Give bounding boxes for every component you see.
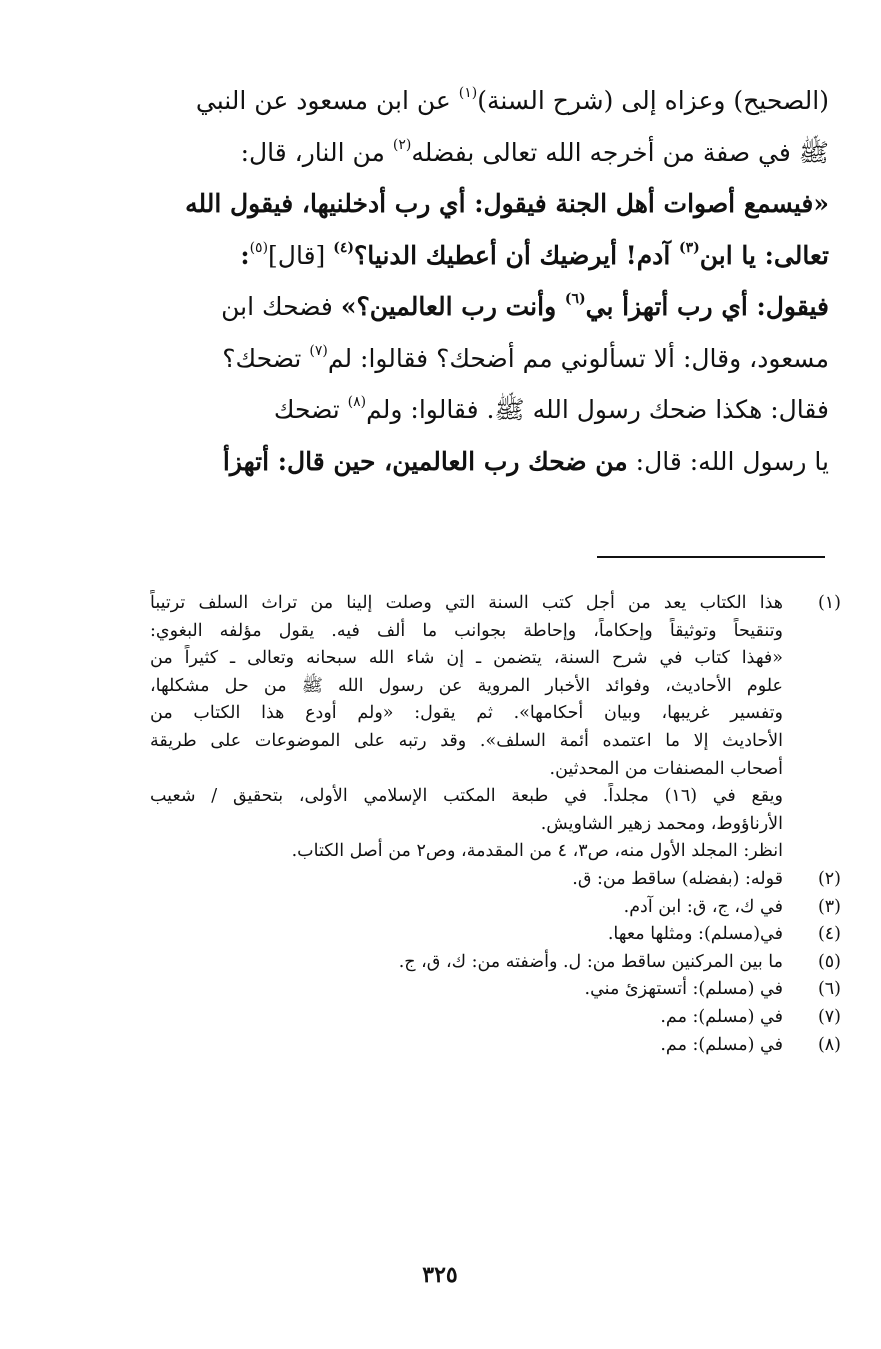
footnote-line: الأحاديث إلا ما اعتمده أئمة السلف». وقد رتبه على الموضوعات على طريقة <box>150 730 783 751</box>
text-run: وأنت رب العالمين؟» <box>340 292 565 321</box>
text-run: من ضحك رب العالمين، حين قال: أتهزأ <box>222 446 628 476</box>
footnote-text <box>150 1004 783 1032</box>
footnote-item <box>150 976 841 1004</box>
text-run: يا رسول الله: قال: <box>627 446 829 476</box>
footnote-text <box>150 894 783 922</box>
footnote-line: «فهذا كتاب في شرح السنة، يتضمن ـ إن شاء الله سبحانه وتعالى ـ كثيراً من <box>150 648 783 669</box>
footnote-item <box>150 949 841 977</box>
footnote-line: في (مسلم): أتستهزئ مني. <box>584 979 783 1000</box>
footnote-item <box>150 590 841 866</box>
text-run: آدم! أيرضيك أن أعطيك الدنيا؟ <box>354 240 679 270</box>
footnote-ref: (١) <box>458 85 478 101</box>
footnote-text <box>150 1032 783 1060</box>
footnote-line: قوله: (بفضله) ساقط من: ق. <box>572 868 783 889</box>
footnote-number: (٨) <box>817 1034 841 1055</box>
main-text-line <box>150 178 829 230</box>
text-run: تعالى: يا ابن <box>699 240 829 270</box>
text-run: فقال: هكذا ضحك رسول الله ﷺ. فقالوا: ولم <box>366 395 829 424</box>
page-number: ٣٢٥ <box>422 1262 458 1288</box>
text-run: : <box>240 240 250 270</box>
footnote-ref: (٦) <box>564 291 586 307</box>
footnote-text <box>150 866 783 894</box>
footnote-item <box>150 866 841 894</box>
footnote-item <box>150 1004 841 1032</box>
footnote-line: ما بين المركنين ساقط من: ل. وأضفته من: ك، ق، ج. <box>398 951 783 972</box>
footnote-ref: (٢) <box>392 136 412 153</box>
text-run: من النار، قال: <box>240 137 393 167</box>
main-text-line <box>150 281 829 333</box>
footnote-text <box>150 976 783 1004</box>
footnote-text <box>150 921 783 949</box>
footnote-line: في(مسلم): ومثلها معها. <box>607 924 783 945</box>
footnote-number: (٢) <box>817 868 841 889</box>
footnote-line: الأرناؤوط، ومحمد زهير الشاويش. <box>540 813 783 834</box>
footnote-line: علوم الأحاديث، وفوائد الأخبار المروية عن رسول الله ﷺ من حل مشكلها، <box>150 675 783 696</box>
text-run: فيقول: أي رب أتهزأ بي <box>585 292 829 321</box>
footnotes-section <box>150 590 841 1059</box>
footnote-ref: (٤) <box>333 239 355 256</box>
footnote-line: هذا الكتاب يعد من أجل كتب السنة التي وصلت إلينا من تراث السلف ترتيباً <box>150 593 783 613</box>
footnote-number: (٧) <box>817 1006 841 1027</box>
footnote-text <box>150 590 783 866</box>
footnote-line: وتنقيحاً وتوثيقاً وإحكاماً، وإحاطة بجوانب ما ألف فيه. يقول مؤلفه البغوي: <box>150 620 783 641</box>
text-run: فضحك ابن <box>221 292 341 321</box>
text-run: [قال] <box>268 240 334 270</box>
footnote-ref: (٧) <box>309 342 328 359</box>
footnote-line: ويقع في (١٦) مجلداً. في طبعة المكتب الإسلامي الأولى، بتحقيق / شعيب <box>150 786 783 807</box>
footnote-number: (٣) <box>817 896 841 917</box>
footnote-item <box>150 1032 841 1060</box>
text-run: تضحك؟ <box>222 343 310 373</box>
footnote-line: في (مسلم): مم. <box>660 1006 783 1027</box>
main-text-line <box>150 75 829 127</box>
footnote-line: وتفسير غريبها، وبيان أحكامها». ثم يقول: «ولم أودع هذا الكتاب من <box>150 703 783 724</box>
main-text-line <box>150 127 829 179</box>
text-run: (الصحيح) وعزاه إلى (شرح السنة) <box>477 86 829 115</box>
main-text-line <box>150 384 829 436</box>
text-run: تضحك <box>273 395 348 424</box>
text-run: ﷺ في صفة من أخرجه الله تعالى بفضله <box>411 137 829 167</box>
main-text-line <box>150 333 829 385</box>
footnote-separator <box>597 556 825 558</box>
footnote-number: (١) <box>817 593 841 613</box>
footnote-line: في ك، ج، ق: ابن آدم. <box>623 896 783 917</box>
footnote-number: (٥) <box>817 951 841 972</box>
text-run: «فيسمع أصوات أهل الجنة فيقول: أي رب أدخلنيها، فيقول الله <box>185 189 829 218</box>
footnote-text <box>150 949 783 977</box>
main-text-line <box>150 436 829 488</box>
footnote-item <box>150 894 841 922</box>
text-run: عن ابن مسعود عن النبي <box>195 86 459 115</box>
footnote-line: أصحاب المصنفات من المحدثين. <box>549 758 783 779</box>
footnote-item <box>150 921 841 949</box>
footnote-line: في (مسلم): مم. <box>660 1034 783 1055</box>
footnote-line: انظر: المجلد الأول منه، ص٣، ٤ من المقدمة، وص٢ من أصل الكتاب. <box>291 841 783 862</box>
footnote-ref: (٨) <box>347 394 367 410</box>
text-run: مسعود، وقال: ألا تسألوني مم أضحك؟ فقالوا: لم <box>327 343 829 373</box>
footnote-number: (٦) <box>817 979 841 1000</box>
footnote-ref: (٥) <box>249 239 269 256</box>
footnote-ref: (٣) <box>678 239 700 256</box>
main-text-block <box>150 75 829 487</box>
main-text-line <box>150 230 829 282</box>
footnote-number: (٤) <box>817 924 841 945</box>
